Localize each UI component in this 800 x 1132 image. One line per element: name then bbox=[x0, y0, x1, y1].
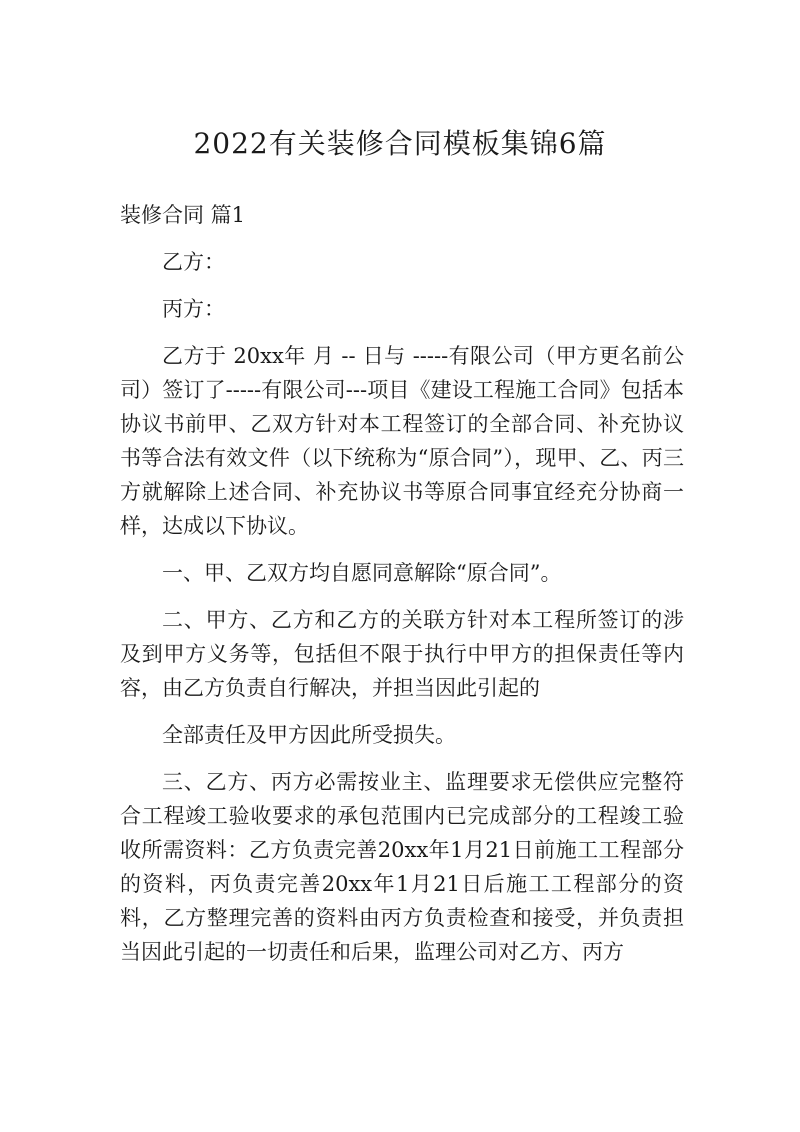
party-c-line: 丙方： bbox=[162, 297, 225, 321]
document-title: 2022有关装修合同模板集锦6篇 bbox=[193, 127, 607, 160]
intro-paragraph: 乙方于 20xx年 月 -- 日与 -----有限公司（甲方更名前公司）签订了-----有限公司---项目《建设工程施工合同》包括本协议书前甲、乙双方针对本工程签订的全部合同、补充协议书等合法有效文件（以下统称为“原合同”），现甲、乙、丙三方就解除上述合同、补充协议书等原合同事宜经充分协商一样，达成以下协议。 bbox=[120, 344, 684, 538]
clause-3-paragraph: 三、乙方、丙方必需按业主、监理要求无偿供应完整符合工程竣工验收要求的承包范围内已完成部分的工程竣工验收所需资料：乙方负责完善20xx年1月21日前施工工程部分的资料，丙负责完善20xx年1月21日后施工工程部分的资料，乙方整理完善的资料由丙方负责检查和接受，并负责担当因此引起的一切责任和后果，监理公司对乙方、丙方 bbox=[120, 770, 684, 964]
clause-2-paragraph: 二、甲方、乙方和乙方的关联方针对本工程所签订的涉及到甲方义务等，包括但不限于执行中甲方的担保责任等内容，由乙方负责自行解决，并担当因此引起的 bbox=[120, 608, 684, 700]
clause-2-continuation: 全部责任及甲方因此所受损失。 bbox=[162, 723, 456, 747]
party-b-line: 乙方： bbox=[162, 250, 225, 274]
section-heading: 装修合同 篇1 bbox=[120, 203, 246, 227]
clause-1-paragraph: 一、甲、乙双方均自愿同意解除“原合同”。 bbox=[162, 561, 562, 585]
document-body bbox=[120, 198, 684, 982]
